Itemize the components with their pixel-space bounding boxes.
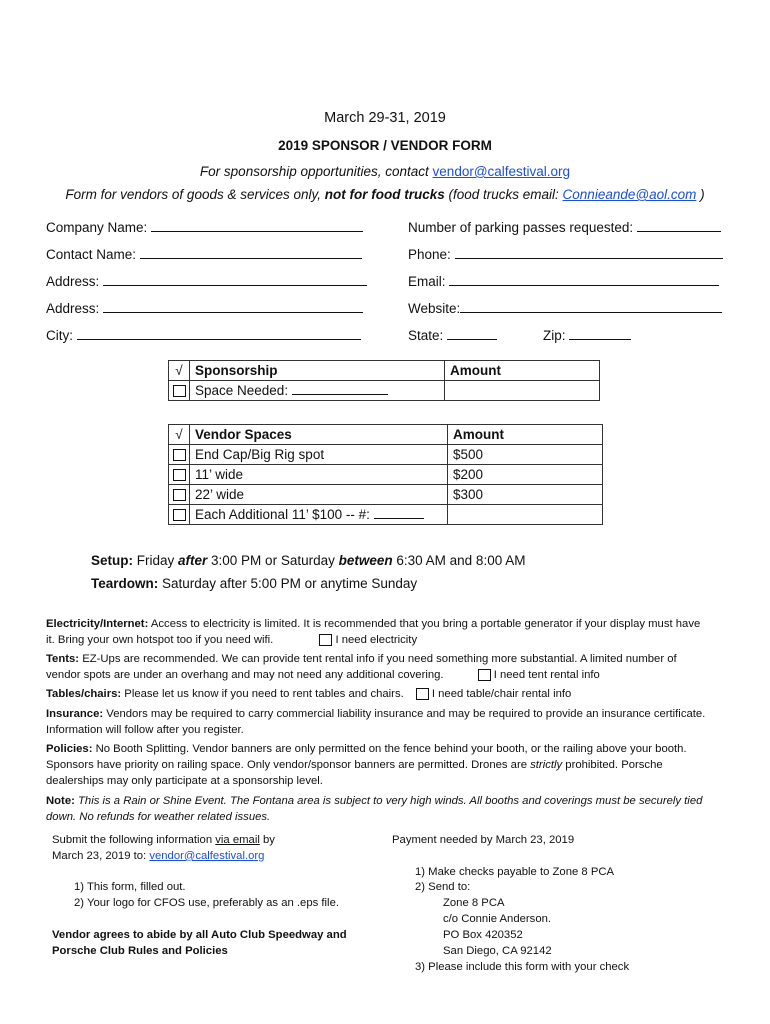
payment-address-2: c/o Connie Anderson. xyxy=(443,913,552,925)
state-line[interactable] xyxy=(447,326,497,340)
payment-address-1: Zone 8 PCA xyxy=(443,897,505,909)
table-rental-checkbox[interactable] xyxy=(416,688,429,700)
electricity-paragraph xyxy=(46,617,726,649)
tents-text: EZ-Ups are recommended. We can provide tent rental info if you need something more substantial. A limited number of xyxy=(79,653,677,665)
electricity-check-label: I need electricity xyxy=(335,633,418,646)
contact-name-line[interactable] xyxy=(140,245,362,259)
vendor-row-label: End Cap/Big Rig spot xyxy=(190,445,448,465)
electricity-text: Access to electricity is limited. It is recommended that you bring a portable generator if your display must have xyxy=(148,618,701,630)
vendor-row-label: Each Additional 11’ $100 -- #: xyxy=(195,507,370,522)
policies-text-3: dealerships may only participate at a sponsorship level. xyxy=(46,774,323,787)
vendor-row-amount: $200 xyxy=(448,465,603,485)
email-label: Email: xyxy=(408,274,446,289)
website-field[interactable] xyxy=(408,299,722,316)
phone-label: Phone: xyxy=(408,247,451,262)
policies-paragraph xyxy=(46,742,726,789)
contact-name-label: Contact Name: xyxy=(46,247,137,262)
endcap-checkbox[interactable] xyxy=(173,449,186,461)
city-line[interactable] xyxy=(77,326,361,340)
payment-step-3: 3) Please include this form with your check xyxy=(415,961,630,973)
payment-address-4: San Diego, CA 92142 xyxy=(443,945,552,957)
via-email-link[interactable]: via email xyxy=(215,834,260,846)
address1-line[interactable] xyxy=(103,272,367,286)
policies-text: No Booth Splitting. Vendor banners are only permitted on the fence behind your booth, or the railing above your booth. xyxy=(92,743,687,755)
setup-text: Friday xyxy=(133,553,179,568)
website-label: Website: xyxy=(408,301,461,316)
setup-text-2: 3:00 PM or Saturday xyxy=(207,553,339,568)
zip-field[interactable] xyxy=(543,326,631,343)
submit-deadline: March 23, 2019 to: xyxy=(52,849,150,862)
space-needed-line[interactable] xyxy=(292,381,388,395)
city-label: City: xyxy=(46,328,73,343)
tents-label: Tents: xyxy=(46,653,80,665)
tent-rental-checkbox[interactable] xyxy=(478,669,491,681)
address2-label: Address: xyxy=(46,301,100,316)
note-label: Note: xyxy=(46,795,75,807)
submit-text-by: by xyxy=(259,834,275,846)
setup-after: after xyxy=(178,553,208,568)
setup-label: Setup: xyxy=(91,553,133,568)
vendor-header-row xyxy=(169,425,603,445)
address1-label: Address: xyxy=(46,274,100,289)
food-email-link[interactable]: Connieande@aol.com xyxy=(562,187,697,202)
tables-paragraph xyxy=(46,687,726,703)
vendor-note-text: Form for vendors of goods & services only, xyxy=(65,187,325,202)
note-text: This is a Rain or Shine Event. The Fontana area is subject to very high winds. All booths and coverings must be securely tied xyxy=(74,795,703,807)
table-rental-check-label: I need table/chair rental info xyxy=(431,688,572,700)
sponsor-contact-line xyxy=(0,164,770,179)
vendor-row xyxy=(169,445,603,465)
submit-section xyxy=(52,833,372,865)
submit-email-link[interactable]: vendor@calfestival.org xyxy=(149,849,265,862)
vendor-spaces-col-header: Vendor Spaces xyxy=(190,425,448,445)
vendor-row-amount: $300 xyxy=(448,485,603,505)
sponsor-contact-text: For sponsorship opportunities, contact xyxy=(199,164,433,179)
sponsor-email-link[interactable]: vendor@calfestival.org xyxy=(432,164,571,179)
state-field[interactable] xyxy=(408,326,497,343)
vendor-note-close: ) xyxy=(696,187,705,202)
website-line[interactable] xyxy=(460,299,722,313)
amount-col-header: Amount xyxy=(445,361,600,381)
event-date: March 29-31, 2019 xyxy=(324,110,446,126)
22ft-checkbox[interactable] xyxy=(173,489,186,501)
parking-passes-line[interactable] xyxy=(637,218,721,232)
payment-address-3: PO Box 420352 xyxy=(443,929,523,941)
insurance-text: Vendors may be required to carry commercial liability insurance and may be required to provide an insurance certificate. xyxy=(103,708,706,720)
submit-item-1: 1) This form, filled out. xyxy=(74,881,186,893)
form-title: 2019 SPONSOR / VENDOR FORM xyxy=(278,138,492,153)
contact-name-field[interactable] xyxy=(46,245,362,262)
additional-checkbox[interactable] xyxy=(173,509,186,521)
submit-item-2: 2) Your logo for CFOS use, preferably as an .eps file. xyxy=(74,897,339,909)
vendor-row xyxy=(169,485,603,505)
vendor-check-header: √ xyxy=(169,425,190,445)
vendor-row-label: 22’ wide xyxy=(190,485,448,505)
city-field[interactable] xyxy=(46,326,361,343)
vendor-spaces-table xyxy=(168,424,603,525)
vendor-row-amount: $500 xyxy=(448,445,603,465)
vendor-row-label: 11’ wide xyxy=(190,465,448,485)
tents-paragraph xyxy=(46,652,726,684)
note-text-2: down. No refunds for weather related issues. xyxy=(46,810,271,823)
address2-field[interactable] xyxy=(46,299,363,316)
phone-line[interactable] xyxy=(455,245,723,259)
setup-line xyxy=(91,553,525,568)
vendor-amount-col-header: Amount xyxy=(448,425,603,445)
policies-strictly: strictly xyxy=(530,758,563,771)
policies-text-2: Sponsors have priority on railing space. Only vendor/sponsor banners are permitted. Drones are xyxy=(46,758,531,771)
address2-line[interactable] xyxy=(103,299,363,313)
address1-field[interactable] xyxy=(46,272,367,289)
additional-count-line[interactable] xyxy=(374,505,424,519)
note-paragraph xyxy=(46,794,726,826)
electricity-label: Electricity/Internet: xyxy=(46,618,149,630)
parking-passes-field[interactable] xyxy=(408,218,721,235)
zip-line[interactable] xyxy=(569,326,631,340)
vendor-note-text-2: (food trucks email: xyxy=(444,187,563,202)
teardown-label: Teardown: xyxy=(91,576,159,591)
policies-label: Policies: xyxy=(46,743,93,755)
vendor-row xyxy=(169,465,603,485)
insurance-text-2: Information will follow after you register. xyxy=(46,723,244,736)
space-needed-label: Space Needed: xyxy=(195,383,289,398)
electricity-text-2: it. Bring your own hotspot too if you need wifi. xyxy=(46,633,274,646)
check-header: √ xyxy=(169,361,190,381)
tables-text: Please let us know if you need to rent tables and chairs. xyxy=(121,688,404,700)
teardown-line xyxy=(91,576,417,591)
tent-rental-check-label: I need tent rental info xyxy=(493,668,600,681)
teardown-text: Saturday after 5:00 PM or anytime Sunday xyxy=(158,576,418,591)
phone-field[interactable] xyxy=(408,245,723,262)
payment-step-2: 2) Send to: xyxy=(415,881,471,893)
insurance-label: Insurance: xyxy=(46,708,104,720)
email-field[interactable] xyxy=(408,272,719,289)
sponsorship-header-row xyxy=(169,361,600,381)
email-line[interactable] xyxy=(449,272,719,286)
payment-step-1: 1) Make checks payable to Zone 8 PCA xyxy=(415,866,615,878)
space-needed-row xyxy=(169,381,600,401)
electricity-checkbox[interactable] xyxy=(319,634,332,646)
zip-label: Zip: xyxy=(543,328,566,343)
agreement-line-2: Porsche Club Rules and Policies xyxy=(52,945,228,957)
tents-text-2: vendor spots are under an overhang and may not need any additional covering. xyxy=(46,668,444,681)
setup-text-3: 6:30 AM and 8:00 AM xyxy=(392,553,526,568)
sponsorship-col-header: Sponsorship xyxy=(190,361,445,381)
sponsorship-table xyxy=(168,360,600,401)
insurance-paragraph xyxy=(46,707,726,739)
space-needed-checkbox[interactable] xyxy=(173,385,186,397)
state-label: State: xyxy=(408,328,444,343)
vendor-note-line xyxy=(0,187,770,202)
company-name-label: Company Name: xyxy=(46,220,148,235)
company-name-field[interactable] xyxy=(46,218,363,235)
setup-between: between xyxy=(338,553,393,568)
vendor-row xyxy=(169,505,603,525)
company-name-line[interactable] xyxy=(151,218,363,232)
11ft-checkbox[interactable] xyxy=(173,469,186,481)
vendor-note-bold: not for food trucks xyxy=(324,187,445,202)
vendor-row-amount xyxy=(448,505,603,525)
space-needed-amount xyxy=(445,381,600,401)
agreement-line-1: Vendor agrees to abide by all Auto Club Speedway and xyxy=(52,929,347,941)
payment-title: Payment needed by March 23, 2019 xyxy=(392,834,575,846)
parking-passes-label: Number of parking passes requested: xyxy=(408,220,634,235)
submit-text: Submit the following information xyxy=(52,834,216,846)
tables-label: Tables/chairs: xyxy=(46,688,122,700)
policies-text-2b: prohibited. Porsche xyxy=(562,758,663,771)
